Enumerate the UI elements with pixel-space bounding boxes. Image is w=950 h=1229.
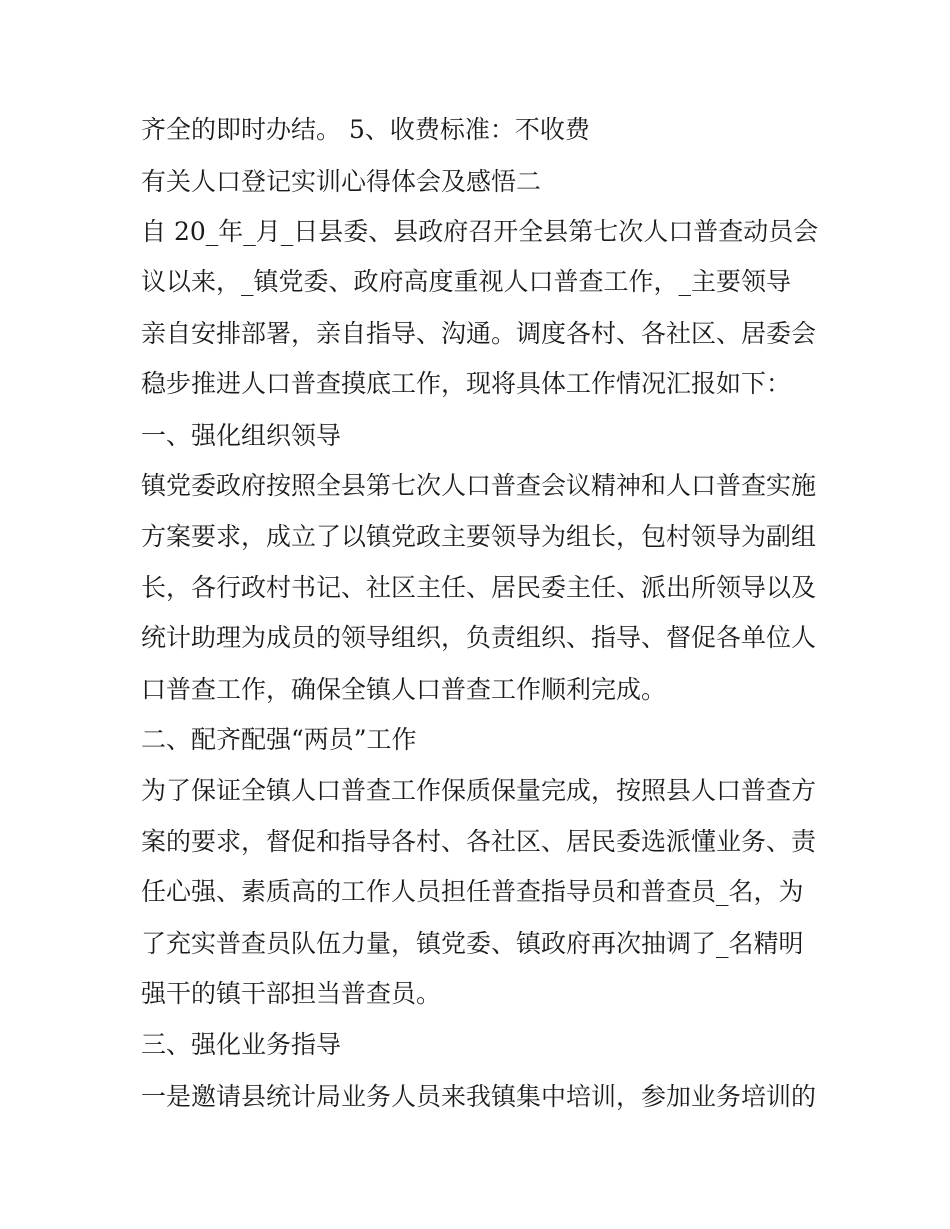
text-line: 齐全的即时办结。 5、收费标准：不收费 bbox=[141, 115, 590, 144]
text-line: 了充实普查员队伍力量，镇党委、镇政府再次抽调了_名精明 bbox=[141, 929, 804, 958]
text-line: 长，各行政村书记、社区主任、居民委主任、派出所领导以及 bbox=[141, 573, 817, 602]
text-line: 自 20_年_月_日县委、县政府召开全县第七次人口普查动员会 bbox=[141, 217, 819, 246]
text-line: 强干的镇干部担当普查员。 bbox=[141, 979, 442, 1008]
section-heading: 一、强化组织领导 bbox=[141, 421, 342, 450]
text-line: 亲自安排部署，亲自指导、沟通。调度各村、各社区、居委会 bbox=[141, 319, 817, 348]
section-title: 有关人口登记实训心得体会及感悟二 bbox=[141, 167, 542, 196]
text-line: 口普查工作，确保全镇人口普查工作顺利完成。 bbox=[141, 675, 667, 704]
text-line: 一是邀请县统计局业务人员来我镇集中培训，参加业务培训的 bbox=[141, 1082, 817, 1111]
text-line: 议以来，_镇党委、政府高度重视人口普查工作，_主要领导 bbox=[141, 267, 792, 296]
section-heading: 二、配齐配强“两员”工作 bbox=[141, 725, 417, 754]
text-line: 方案要求，成立了以镇党政主要领导为组长，包村领导为副组 bbox=[141, 522, 817, 551]
text-line: 镇党委政府按照全县第七次人口普查会议精神和人口普查实施 bbox=[141, 471, 817, 500]
text-line: 案的要求，督促和指导各村、各社区、居民委选派懂业务、责 bbox=[141, 827, 817, 856]
text-line: 为了保证全镇人口普查工作保质保量完成，按照县人口普查方 bbox=[141, 776, 817, 805]
section-heading: 三、强化业务指导 bbox=[141, 1030, 342, 1059]
text-line: 统计助理为成员的领导组织，负责组织、指导、督促各单位人 bbox=[141, 623, 817, 652]
text-line: 稳步推进人口普查摸底工作，现将具体工作情况汇报如下： bbox=[141, 369, 792, 398]
text-line: 任心强、素质高的工作人员担任普查指导员和普查员_名，为 bbox=[141, 877, 804, 906]
